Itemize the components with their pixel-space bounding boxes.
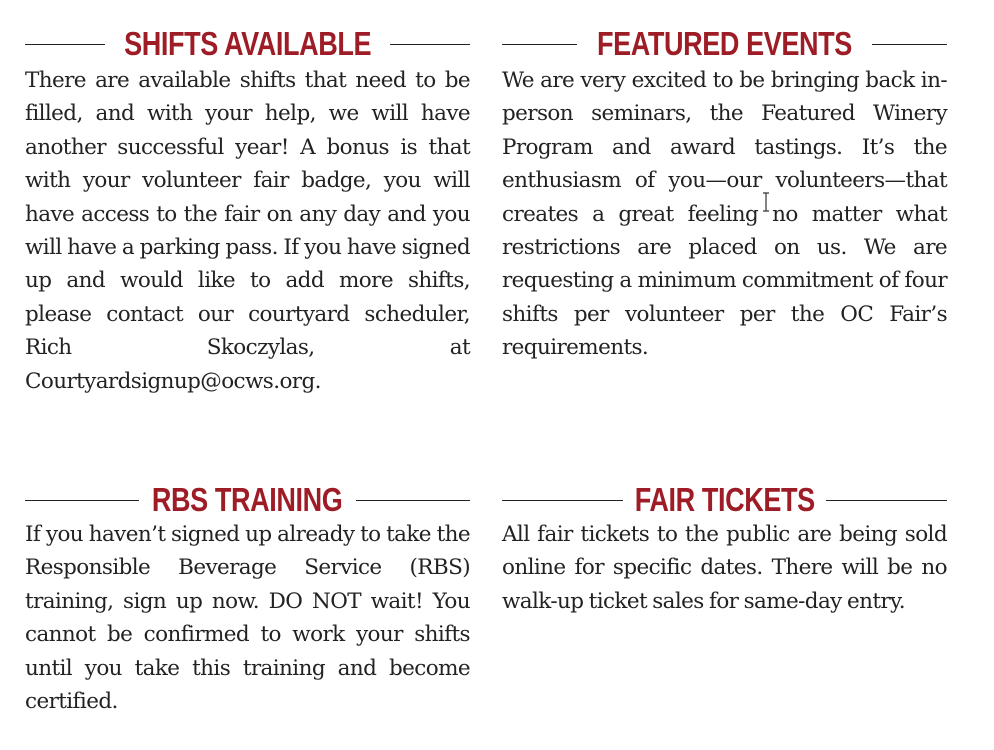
divider-left: [502, 44, 577, 45]
heading-row: [502, 22, 947, 66]
section-heading: FEATURED EVENTS: [597, 25, 852, 62]
divider-right: [826, 500, 947, 501]
section-heading: FAIR TICKETS: [634, 481, 815, 518]
divider-left: [25, 44, 105, 45]
section-shifts-available: [25, 22, 470, 398]
divider-left: [25, 500, 139, 501]
section-rbs-training: [25, 478, 470, 718]
section-body: There are available shifts that need to be filled, and with your help, we will have another successful year! A bonus is that with your volunteer fair badge, you will have access to the fair on any day and you will have a parking pass. If you have signed up and would like to add more shifts, please contact our courtyard scheduler, Rich Skoczylas, at Courtyardsignup@ocws.org.: [25, 68, 470, 394]
section-heading: SHIFTS AVAILABLE: [124, 25, 371, 62]
section-body: All fair tickets to the public are being sold online for specific dates. There will be no walk-up ticket sales for same-day entry.: [502, 522, 947, 614]
heading-row: [25, 22, 470, 66]
section-fair-tickets: [502, 478, 947, 618]
heading-row: [502, 478, 947, 522]
section-body: If you haven’t signed up already to take the Responsible Beverage Service (RBS) training, sign up now. DO NOT wait! You cannot be confirmed to work your shifts until you take this training and become certified.: [25, 522, 470, 715]
section-body: We are very excited to be bringing back in-person seminars, the Featured Winery Program and award tastings. It’s the enthusiasm of you—our volunteers—that creates a great feeling no matter what restrictions are placed on us. We are requesting a minimum commitment of four shifts per volunteer per the OC Fair’s requirements.: [502, 68, 947, 361]
divider-right: [872, 44, 947, 45]
text-cursor-icon: [762, 192, 770, 212]
divider-left: [502, 500, 623, 501]
divider-right: [390, 44, 470, 45]
heading-row: [25, 478, 470, 522]
section-heading: RBS TRAINING: [152, 481, 343, 518]
divider-right: [356, 500, 470, 501]
section-featured-events: [502, 22, 947, 365]
